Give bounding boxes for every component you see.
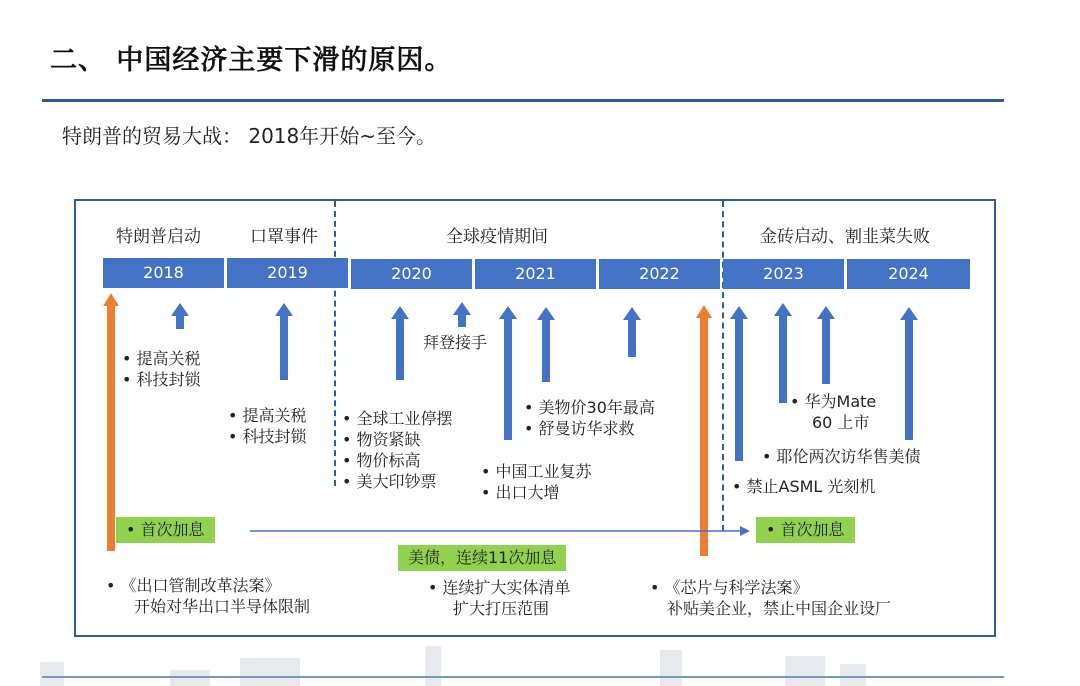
- note-pandemic-1: • 全球工业停摆: [342, 409, 453, 428]
- note-pandemic-3: • 物价标高: [342, 451, 421, 470]
- note-2018-tariff: • 提高关税: [122, 349, 201, 368]
- skyline-decoration: [240, 658, 300, 686]
- hike-connector: [250, 526, 750, 536]
- period-trump: 特朗普启动: [116, 227, 201, 247]
- note-us-prices: • 美物价30年最高: [524, 398, 655, 417]
- period-mask: 口罩事件: [250, 227, 318, 247]
- bottom-note-export-act-desc: 开始对华出口半导体限制: [134, 597, 311, 616]
- bottom-note-entity-list-desc: 扩大打压范围: [453, 599, 550, 618]
- blue-arrow-2023c: [817, 306, 835, 384]
- period-pandemic: 全球疫情期间: [446, 227, 548, 247]
- note-2019-tech: • 科技封锁: [228, 427, 307, 446]
- bottom-note-export-act: • 《出口管制改革法案》: [106, 576, 281, 595]
- note-china-recovery: • 中国工业复苏: [481, 462, 592, 481]
- blue-arrow-2018: [171, 303, 189, 329]
- eleven-rate-hikes-label: 美债，连续11次加息: [398, 545, 566, 571]
- note-huawei-1: • 华为Mate: [790, 392, 877, 411]
- blue-arrow-2023b: [774, 303, 792, 403]
- blue-arrow-2020b: [453, 302, 471, 327]
- year-2024: 2024: [847, 259, 970, 289]
- skyline-decoration: [840, 664, 866, 686]
- note-2019-tariff: • 提高关税: [228, 406, 307, 425]
- blue-arrow-2019: [275, 303, 293, 380]
- year-2018: 2018: [103, 258, 224, 288]
- skyline-decoration: [425, 646, 441, 686]
- bottom-note-chips-act-desc: 补贴美企业，禁止中国企业设厂: [667, 599, 892, 618]
- orange-arrow-2018: [103, 293, 119, 551]
- blue-arrow-2021b: [537, 307, 555, 382]
- skyline-decoration: [785, 656, 825, 686]
- note-pandemic-2: • 物资紧缺: [342, 430, 421, 449]
- period-brics: 金砖启动、割韭菜失败: [760, 227, 930, 247]
- note-biden: 拜登接手: [423, 333, 488, 352]
- year-2021: 2021: [475, 259, 596, 289]
- note-huawei-2: 60 上市: [812, 413, 870, 432]
- blue-arrow-2022: [623, 307, 641, 357]
- bottom-note-entity-list: • 连续扩大实体清单: [428, 578, 571, 597]
- first-rate-hike-label-1: • 首次加息: [116, 517, 215, 543]
- year-2022: 2022: [599, 259, 720, 289]
- bottom-note-chips-act: • 《芯片与科学法案》: [650, 578, 809, 597]
- note-exports: • 出口大增: [481, 483, 560, 502]
- note-2018-tech: • 科技封锁: [122, 370, 201, 389]
- blue-arrow-2020a: [391, 306, 409, 380]
- year-2023: 2023: [723, 259, 844, 289]
- blue-arrow-2024: [900, 307, 918, 440]
- bottom-rule: [42, 676, 1004, 678]
- note-asml: • 禁止ASML 光刻机: [732, 477, 876, 496]
- note-pandemic-4: • 美大印钞票: [342, 472, 437, 491]
- year-2020: 2020: [351, 259, 472, 289]
- note-yellen: • 耶伦两次访华售美债: [762, 447, 921, 466]
- orange-arrow-2022: [696, 305, 712, 556]
- blue-arrow-2023a: [730, 306, 748, 461]
- subtitle: 特朗普的贸易大战： 2018年开始~至今。: [62, 124, 437, 148]
- skyline-decoration: [170, 670, 210, 686]
- skyline-decoration: [660, 650, 682, 686]
- note-sherman: • 舒曼访华求救: [524, 419, 635, 438]
- first-rate-hike-label-2: • 首次加息: [756, 517, 855, 543]
- skyline-decoration: [40, 662, 64, 686]
- year-2019: 2019: [227, 258, 348, 288]
- blue-arrow-2021a: [499, 306, 517, 440]
- page-title: 二、 中国经济主要下滑的原因。: [50, 45, 453, 76]
